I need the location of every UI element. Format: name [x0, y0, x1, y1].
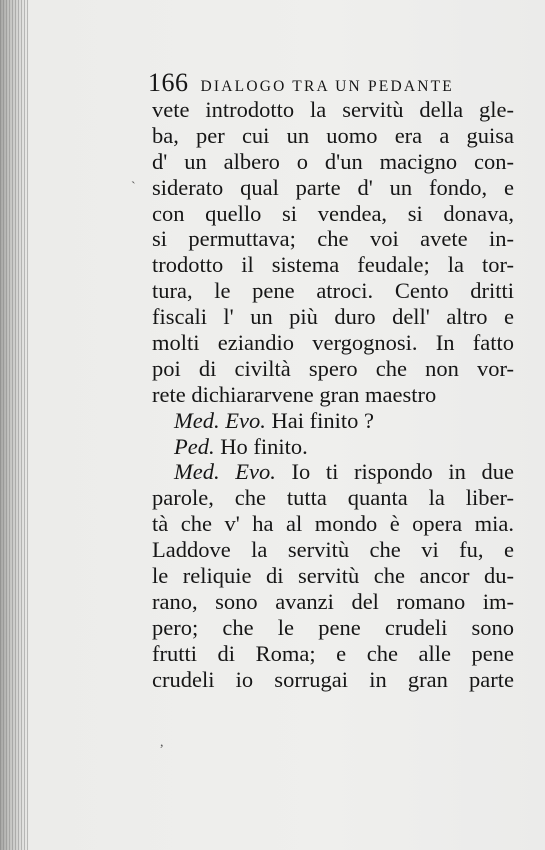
text-line	[152, 175, 514, 201]
text-line	[152, 485, 514, 511]
line-text: fiscali l' un più duro dell' altro e	[152, 304, 514, 330]
text-line	[152, 304, 514, 330]
page-header	[148, 68, 518, 98]
text-line	[152, 149, 514, 175]
line-text: crudeli io sorrugai in gran parte	[152, 666, 514, 692]
line-text: poi di civiltà spero che non vor-	[152, 355, 514, 381]
speaker-name: Med. Evo.	[174, 459, 276, 485]
line-text: molti eziandio vergognosi. In fatto	[152, 330, 514, 356]
text-line	[152, 459, 514, 485]
line-text: parole, che tutta quanta la liber-	[152, 485, 514, 511]
line-text: Hai finito ?	[265, 407, 374, 433]
line-text: siderato qual parte d' un fondo, e	[152, 174, 514, 200]
line-text: trodotto il sistema feudale; la tor-	[152, 252, 514, 278]
text-line	[152, 615, 514, 641]
text-line	[152, 97, 514, 123]
text-line	[152, 667, 514, 693]
ink-speck: ,	[160, 735, 164, 750]
line-text: ba, per cui un uomo era a guisa	[152, 122, 514, 148]
line-text: d' un albero o d'un macigno con-	[152, 148, 514, 174]
text-line	[152, 408, 514, 434]
line-text: frutti di Roma; e che alle pene	[152, 640, 514, 666]
text-line	[152, 226, 514, 252]
line-text: tà che v' ha al mondo è opera mia.	[152, 511, 514, 537]
page-number: 166	[148, 68, 189, 97]
ink-speck: `	[131, 180, 136, 195]
speaker-name: Med. Evo.	[174, 407, 266, 433]
line-text: pero; che le pene crudeli sono	[152, 614, 514, 640]
text-line	[152, 356, 514, 382]
text-line	[152, 201, 514, 227]
speaker-name: Ped.	[174, 433, 215, 459]
text-line	[152, 330, 514, 356]
text-line	[152, 511, 514, 537]
text-line	[152, 252, 514, 278]
line-text: rete dichiararvene gran maestro	[152, 381, 437, 407]
line-text: tura, le pene atroci. Cento dritti	[152, 278, 514, 304]
line-text: vete introdotto la servitù della gle-	[152, 97, 514, 122]
line-text: rano, sono avanzi del romano im-	[152, 588, 514, 614]
line-text: si permuttava; che voi avete in-	[152, 226, 514, 252]
text-line	[152, 641, 514, 667]
text-line	[152, 434, 514, 460]
line-text: con quello si vendea, si donava,	[152, 200, 514, 226]
running-title: DIALOGO TRA UN PEDANTE	[200, 78, 454, 95]
line-text: le reliquie di servitù che ancor du-	[152, 563, 514, 589]
line-text: Ho finito.	[214, 433, 308, 459]
text-line	[152, 382, 514, 408]
text-line	[152, 123, 514, 149]
line-text: Io ti rispondo in due	[275, 459, 514, 485]
text-line	[152, 537, 514, 563]
line-text: Laddove la servitù che vi fu, e	[152, 537, 514, 563]
text-line	[152, 278, 514, 304]
text-line	[152, 589, 514, 615]
body-text	[152, 97, 514, 692]
binding-gutter	[0, 0, 30, 850]
text-line	[152, 563, 514, 589]
